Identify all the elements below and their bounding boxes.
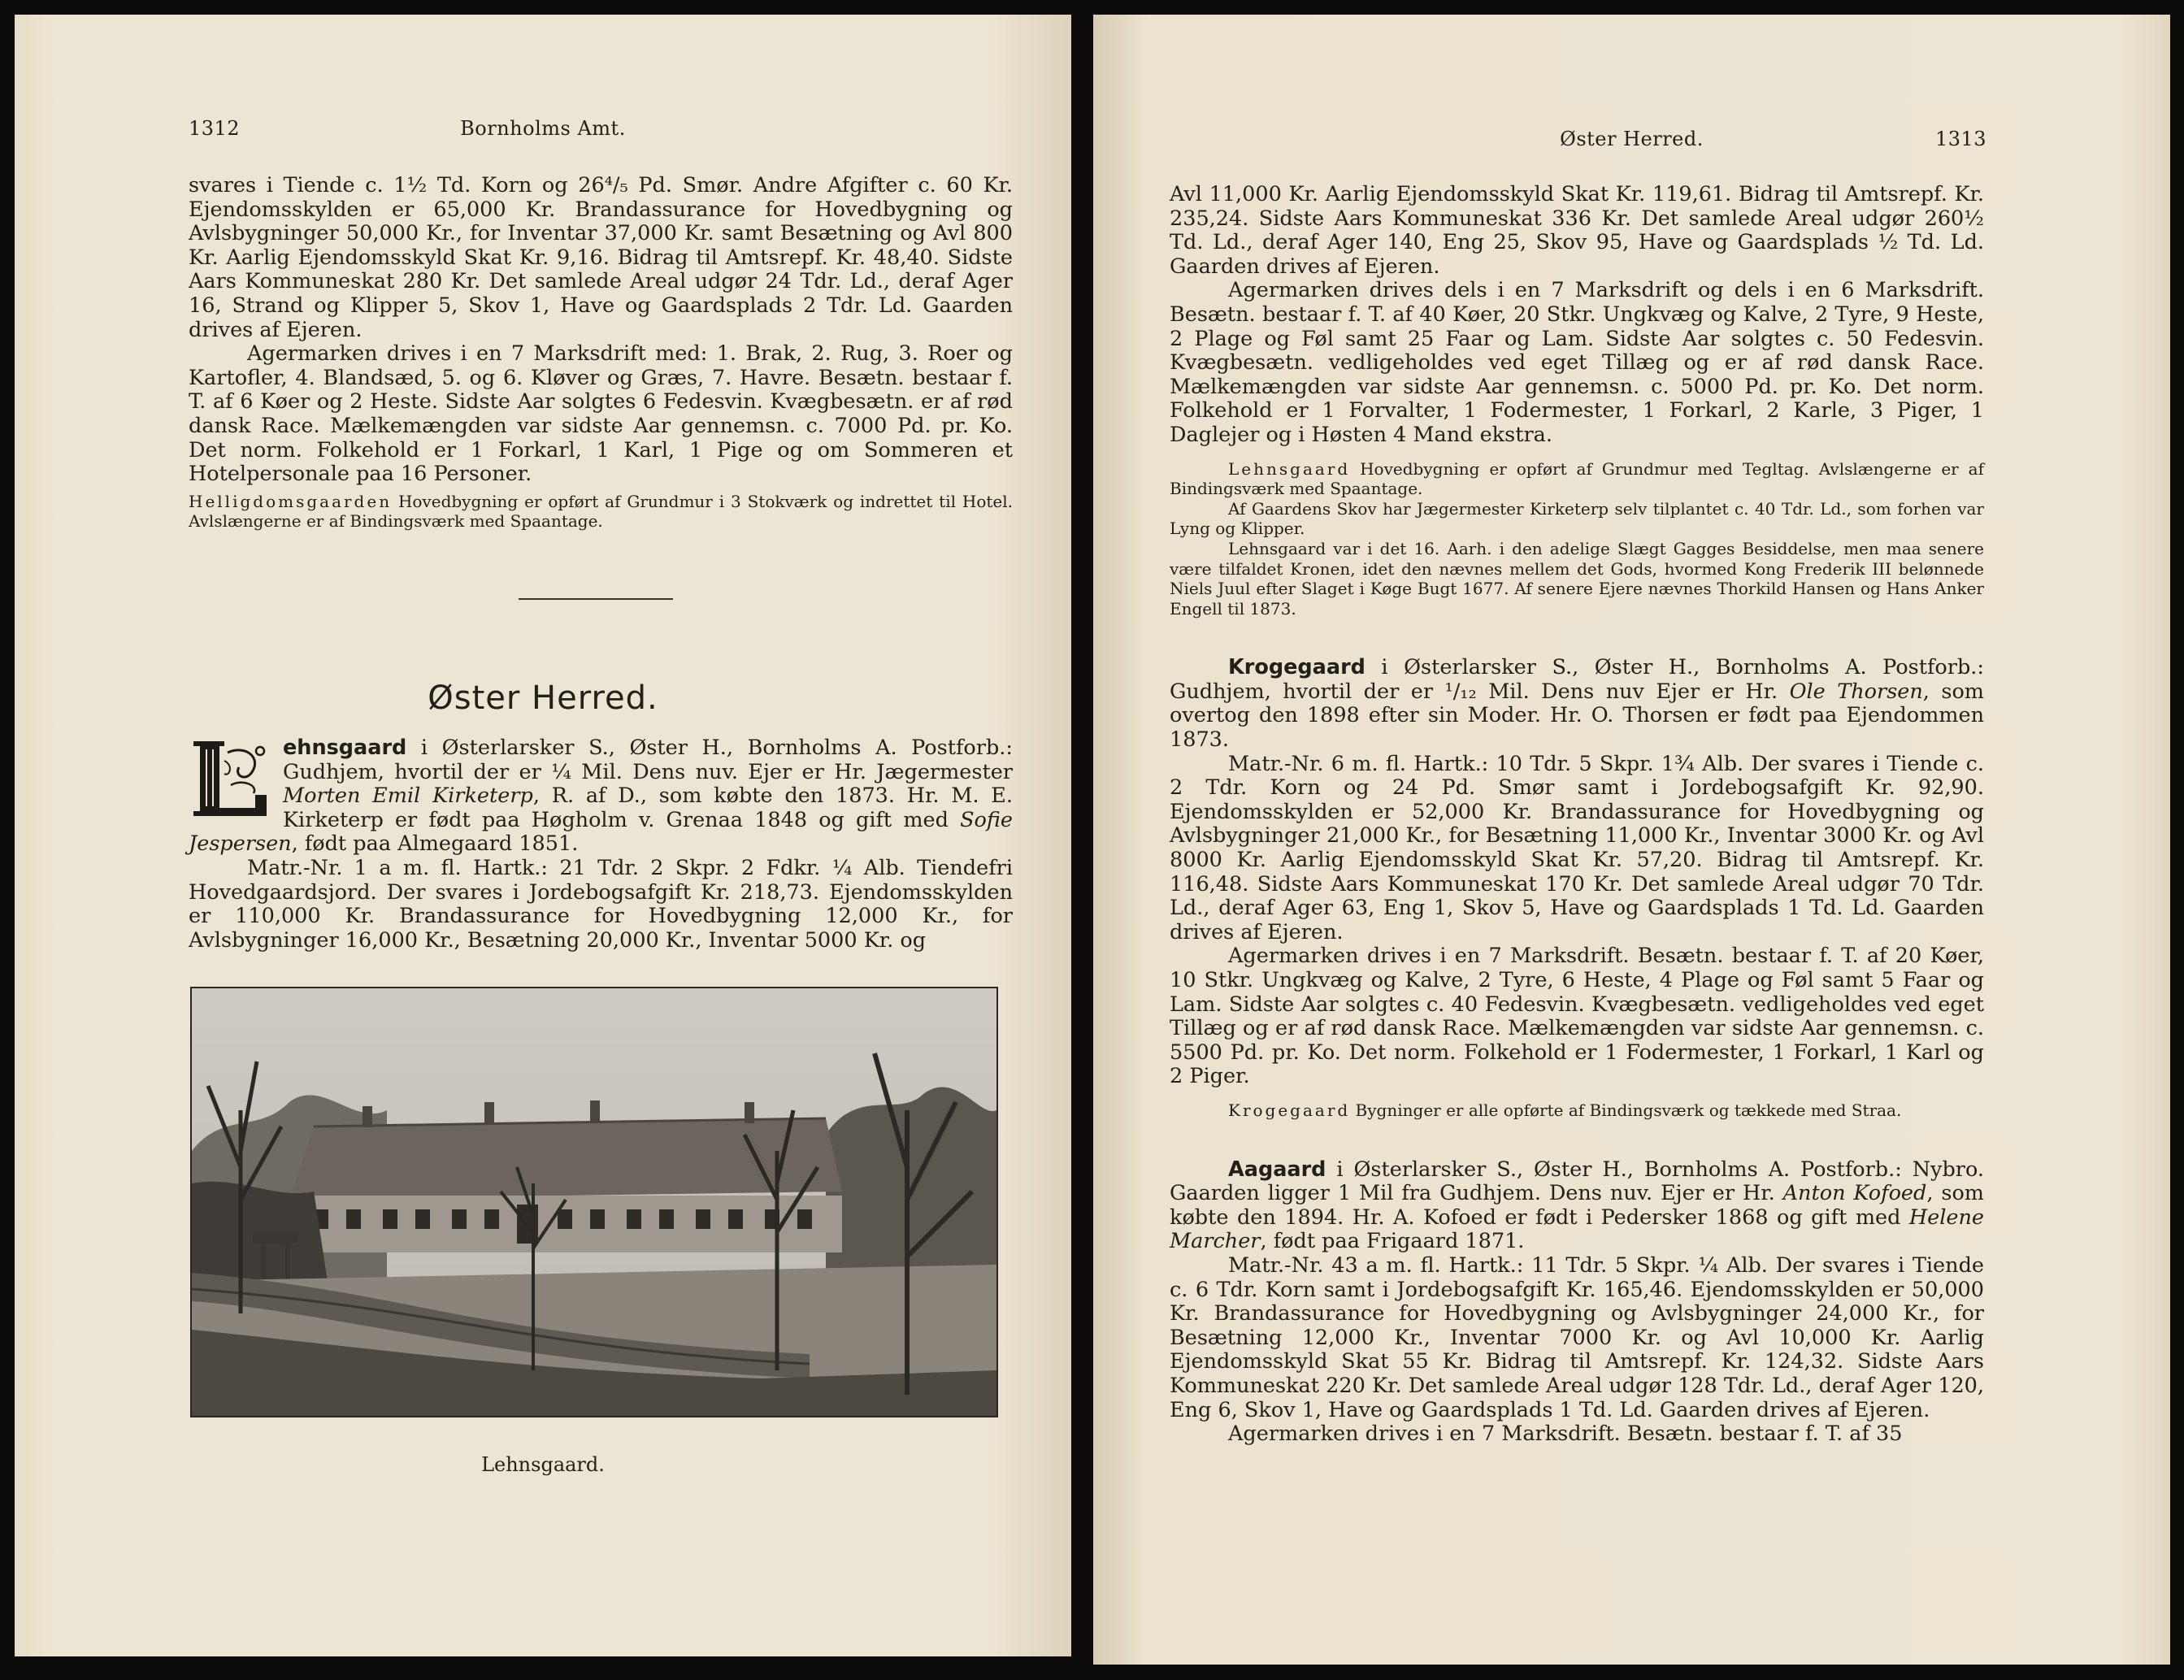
- running-title-left: Bornholms Amt.: [460, 117, 626, 140]
- owner-name: Ole Thorsen: [1789, 679, 1923, 704]
- entry-krogegaard: [1170, 656, 1984, 752]
- left-page: [15, 15, 1071, 1656]
- entry-aagaard: [1170, 1158, 1984, 1254]
- farm-photograph: [190, 987, 998, 1417]
- paragraph: Agermarken drives i en 7 Marksdrift. Besætn. bestaar f. T. af 20 Køer, 10 Stkr. Ungkvæg og Kalve, 2 Tyre, 6 Heste, 4 Plage og Føl samt 5 Faar og Lam. Sidste Aar solgtes c. 40 Fedesvin. Kvægbesætn. vedligeholdes ved eget Tillæg og er af rød dansk Race. Mælkemængden var sidste Aar gennemsn. c. 5500 Pd. pr. Ko. Det norm. Folkehold er 1 Fodermester, 1 Forkarl, 1 Karl og 2 Piger.: [1170, 944, 1984, 1089]
- page-number-left: 1312: [189, 117, 241, 140]
- footnote-text: Bygninger er alle opførte af Bindingsværk og tækkede med Straa.: [1350, 1100, 1902, 1120]
- right-page: [1093, 15, 2170, 1665]
- footnote: [189, 492, 1013, 532]
- owner-name: Anton Kofoed: [1782, 1181, 1927, 1206]
- decorative-initial-icon: [189, 736, 275, 819]
- entry-text: , født paa Almegaard 1851.: [291, 831, 579, 857]
- entry-lehnsgaard: [189, 736, 1013, 857]
- photo-caption: Lehnsgaard.: [481, 1453, 605, 1476]
- paragraph: Matr.-Nr. 1 a m. fl. Hartk.: 21 Tdr. 2 Skpr. 2 Fdkr. ¼ Alb. Tiendefri Hovedgaardsjord. Der svares i Jordebogsafgift Kr. 218,73. Ejendomsskylden er 110,000 Kr. Brandassurance for Hovedbygning 12,000 Kr., for Avlsbygninger 16,000 Kr., Besætning 20,000 Kr., Inventar 5000 Kr. og: [189, 855, 1013, 953]
- entry-text: i Østerlarsker S., Øster H., Bornholms A. Postforb.: Nybro. Gaarden ligger 1 Mil fra Gudhjem. Dens nuv. Ejer er Hr.: [1170, 1157, 1984, 1206]
- left-upper-text: [189, 174, 1013, 532]
- spaced-name: Krogegaard: [1228, 1100, 1351, 1120]
- paragraph: Agermarken drives dels i en 7 Marksdrift og dels i en 6 Marksdrift. Besætn. bestaar f. T. af 40 Køer, 20 Stkr. Ungkvæg og Kalve, 2 Tyre, 9 Heste, 2 Plage og Føl samt 25 Faar og Lam. Sidste Aar solgtes c. 50 Fedesvin. Kvægbesætn. vedligeholdes ved eget Tillæg og er af rød dansk Race. Mælkemængden var sidste Aar gennemsn. c. 5000 Pd. pr. Ko. Det norm. Folkehold er 1 Forvalter, 1 Fodermester, 1 Forkarl, 2 Karle, 3 Piger, 1 Daglejer og i Høsten 4 Mand ekstra.: [1170, 278, 1984, 447]
- spaced-name: Lehnsgaard: [1228, 458, 1351, 479]
- footnote-text: Hovedbygning er opført af Grundmur i 3 Stokværk og indrettet til Hotel. Avlslængerne er af Bindingsværk med Spaantage.: [189, 491, 1013, 532]
- footnote-text: Hovedbygning er opført af Grundmur med Tegltag. Avlslængerne er af Bindingsværk med Spaantage.: [1170, 458, 1984, 499]
- footnote: [1170, 1100, 1984, 1121]
- spaced-name: Helligdomsgaarden: [189, 491, 393, 511]
- section-divider: [519, 598, 673, 600]
- section-title: Øster Herred.: [428, 679, 658, 717]
- running-title-right: Øster Herred.: [1560, 128, 1704, 150]
- entry-text: , som overtog den 1898 efter sin Moder. Hr. O. Thorsen er født paa Ejendommen 1873.: [1170, 679, 1984, 753]
- spouse-name: Helene Marcher: [1170, 1205, 1984, 1254]
- paragraph: Avl 11,000 Kr. Aarlig Ejendomsskyld Skat Kr. 119,61. Bidrag til Amtsrepf. Kr. 235,24. Sidste Aars Kommuneskat 336 Kr. Det samlede Areal udgør 260½ Td. Ld., deraf Ager 140, Eng 25, Skov 95, Have og Gaardsplads ½ Td. Ld. Gaarden drives af Ejeren.: [1170, 182, 1984, 279]
- right-text: [1170, 183, 1984, 1447]
- footnote: [1170, 459, 1984, 499]
- estate-name: Krogegaard: [1228, 655, 1366, 680]
- paragraph: Matr.-Nr. 6 m. fl. Hartk.: 10 Tdr. 5 Skpr. 1¾ Alb. Der svares i Tiende c. 2 Tdr. Korn og 24 Pd. Smør samt i Jordebogsafgift Kr. 92,90. Ejendomsskylden er 52,000 Kr. Brandassurance for Hovedbygning og Avlsbygninger 21,000 Kr., for Besætning 11,000 Kr., Inventar 3000 Kr. og Avl 8000 Kr. Aarlig Ejendomsskyld Skat Kr. 57,20. Bidrag til Amtsrepf. Kr. 116,48. Sidste Aars Kommuneskat 170 Kr. Det samlede Areal udgør 70 Tdr. Ld., deraf Ager 63, Eng 1, Skov 5, Have og Gaardsplads 1 Td. Ld. Gaarden drives af Ejeren.: [1170, 751, 1984, 944]
- owner-name: Morten Emil Kirketerp: [283, 784, 533, 809]
- entry-text: i Østerlarsker S., Øster H., Bornholms A. Postforb.: Gudhjem, hvortil der er ¼ Mil. Dens nuv. Ejer er Hr. Jægermester: [283, 736, 1013, 784]
- footnote: Af Gaardens Skov har Jægermester Kirketerp selv tilplantet c. 40 Tdr. Ld., som forhen var Lyng og Klipper.: [1170, 498, 1984, 539]
- entry-text: , født paa Frigaard 1871.: [1260, 1229, 1525, 1254]
- paragraph: Agermarken drives i en 7 Marksdrift med: 1. Brak, 2. Rug, 3. Roer og Kartofler, 4. Blandsæd, 5. og 6. Kløver og Græs, 7. Havre. Besætn. bestaar f. T. af 6 Køer og 2 Heste. Sidste Aar solgtes 6 Fedesvin. Kvægbesætn. er af rød dansk Race. Mælkemængden var sidste Aar gennemsn. c. 7000 Pd. pr. Ko. Det norm. Folkehold er 1 Forkarl, 1 Karl, 1 Pige og om Sommeren et Hotelpersonale paa 16 Personer.: [189, 341, 1013, 487]
- estate-name: Aagaard: [1228, 1157, 1326, 1182]
- left-lower-text: [189, 736, 1013, 953]
- paragraph: Agermarken drives i en 7 Marksdrift. Besætn. bestaar f. T. af 35: [1228, 1422, 1903, 1447]
- entry-text: , R. af D., som købte den 1873. Hr. M. E. Kirketerp er født paa Høgholm v. Grenaa 1848 og gift med: [283, 784, 1013, 832]
- page-number-right: 1313: [1935, 128, 1987, 150]
- paragraph: svares i Tiende c. 1½ Td. Korn og 26⁴/₅ Pd. Smør. Andre Afgifter c. 60 Kr. Ejendomsskylden er 65,000 Kr. Brandassurance for Hovedbygning og Avlsbygninger 50,000 Kr., for Inventar 37,000 Kr. samt Besætning og Avl 800 Kr. Aarlig Ejendomsskyld Skat Kr. 9,16. Bidrag til Amtsrepf. Kr. 48,40. Sidste Aars Kommuneskat 280 Kr. Det samlede Areal udgør 24 Tdr. Ld., deraf Ager 16, Strand og Klipper 5, Skov 1, Have og Gaardsplads 2 Tdr. Ld. Gaarden drives af Ejeren.: [189, 173, 1013, 342]
- spouse-name: Sofie Jespersen: [189, 807, 1013, 857]
- paragraph: Matr.-Nr. 43 a m. fl. Hartk.: 11 Tdr. 5 Skpr. ¼ Alb. Der svares i Tiende c. 6 Tdr. Korn samt i Jordebogsafgift Kr. 165,46. Ejendomsskylden er 50,000 Kr. Brandassurance for Hovedbygning og Avlsbygninger 24,000 Kr., for Besætning 12,000 Kr., Inventar 7000 Kr. og Avl 10,000 Kr. Aarlig Ejendomsskyld Skat 55 Kr. Bidrag til Amtsrepf. Kr. 124,32. Sidste Aars Kommuneskat 220 Kr. Det samlede Areal udgør 128 Tdr. Ld., deraf Ager 120, Eng 6, Skov 1, Have og Gaardsplads 1 Td. Ld. Gaarden drives af Ejeren.: [1170, 1252, 1984, 1422]
- footnote: Lehnsgaard var i det 16. Aarh. i den adelige Slægt Gagges Besiddelse, men maa senere være tilfaldet Kronen, idet den nævnes mellem det Gods, hvormed Kong Frederik III belønnede Niels Juul efter Slaget i Køge Bugt 1677. Af senere Ejere nævnes Thorkild Hansen og Hans Anker Engell til 1873.: [1170, 538, 1984, 619]
- estate-name: ehnsgaard: [283, 736, 407, 760]
- entry-text: i Østerlarsker S., Øster H., Bornholms A. Postforb.: Gudhjem, hvortil der er ¹/₁₂ Mil. Dens nuv Ejer er Hr.: [1170, 655, 1984, 704]
- entry-text: , som købte den 1894. Hr. A. Kofoed er født i Pedersker 1868 og gift med: [1170, 1181, 1984, 1230]
